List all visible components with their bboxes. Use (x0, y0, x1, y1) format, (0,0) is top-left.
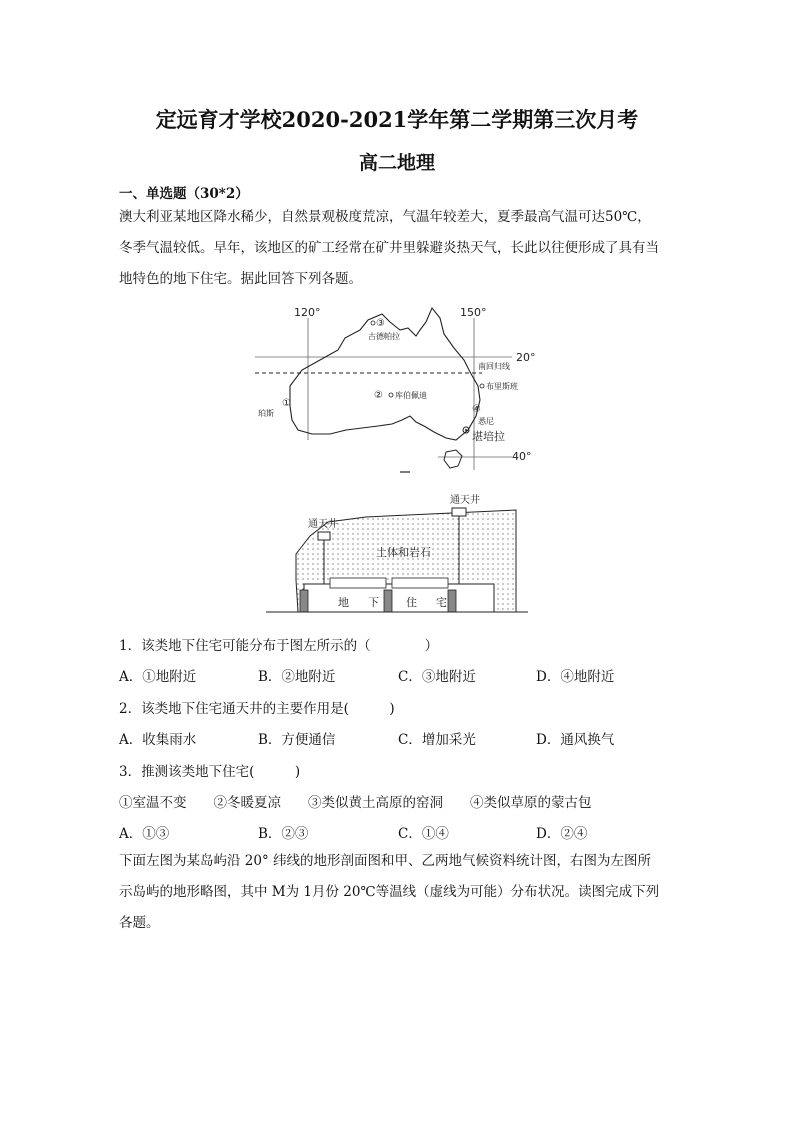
pillar (448, 590, 456, 612)
city-kubopeidi: 库伯佩迪 (395, 391, 427, 400)
underground-house-diagram (266, 492, 528, 614)
city-gudepala: 古德帕拉 (368, 332, 400, 341)
q3-option-b: B．②③ (258, 826, 309, 842)
q2-option-a: A．收集雨水 (119, 732, 197, 748)
house-char: 住 (406, 596, 417, 609)
city-canberra: 堪培拉 (472, 430, 505, 443)
question-2-stem: 2．该类地下住宅通天井的主要作用是( ) (119, 701, 395, 717)
marker-4: ④ (472, 404, 481, 415)
city-dot-brisbane (480, 384, 484, 388)
room-arch-right (392, 578, 448, 588)
city-perth: 珀斯 (258, 409, 274, 418)
tasmania-outline (444, 450, 462, 468)
page-title: 定远育才学校2020-2021学年第二学期第三次月考 (155, 107, 639, 132)
q1-option-d: D．④地附近 (536, 669, 615, 685)
q1-option-a: A．①地附近 (119, 669, 197, 685)
city-brisbane: 布里斯班 (486, 382, 518, 391)
shaft-right-cap (452, 508, 466, 516)
lat-20-label: 20° (516, 351, 536, 364)
section2-line: 各题。 (119, 915, 160, 931)
q1-option-c: C．③地附近 (398, 669, 476, 685)
pillar (384, 590, 392, 612)
question-3-statements: ①室温不变 ②冬暖夏凉 ③类似黄土高原的窑洞 ④类似草原的蒙古包 (119, 795, 592, 811)
lon-120-label: 120° (294, 306, 321, 319)
city-sydney: 悉尼 (478, 417, 494, 426)
rock-label: 土体和岩石 (376, 546, 431, 559)
question-3-stem: 3．推测该类地下住宅( ) (119, 764, 301, 780)
capital-dot (465, 429, 467, 431)
city-dot-gudepala (371, 321, 375, 325)
australia-outline (290, 308, 480, 440)
section-heading: 一、单选题（30*2） (119, 186, 249, 202)
australia-map (250, 300, 550, 475)
city-dot-kubopeidi (389, 393, 393, 397)
room-arch-left (330, 578, 386, 588)
marker-3: ③ (376, 318, 385, 329)
house-char: 地 (338, 596, 349, 609)
tropic-label: 南回归线 (478, 362, 510, 371)
intro-line: 澳大利亚某地区降水稀少，自然景观极度荒凉，气温年较差大，夏季最高气温可达50℃， (119, 209, 651, 225)
pillar (300, 590, 308, 612)
house-char: 宅 (436, 596, 447, 609)
shaft-left-label: 通天井 (308, 519, 338, 530)
q3-option-a: A．①③ (119, 826, 170, 842)
page-subtitle: 高二地理 (358, 152, 435, 174)
q3-option-d: D．②④ (536, 826, 588, 842)
q1-option-b: B．②地附近 (258, 669, 336, 685)
section2-line: 下面左图为某岛屿沿 20° 纬线的地形剖面图和甲、乙两地气候资料统计图，右图为左图所 (119, 853, 652, 869)
section2-line: 示岛屿的地形略图，其中 M为 1月份 20℃等温线（虚线为可能）分布状况。读图完成下列 (119, 884, 660, 900)
lon-150-label: 150° (460, 306, 487, 319)
section2-intro (119, 846, 679, 939)
shaft-left-cap (318, 532, 330, 540)
house-char: 下 (368, 596, 379, 609)
q2-option-d: D．通风换气 (536, 732, 615, 748)
marker-2: ② (374, 390, 383, 401)
question-1-stem: 1．该类地下住宅可能分布于图左所示的（ ） (119, 638, 439, 654)
shaft-right-label: 通天井 (450, 495, 480, 506)
intro-line: 地特色的地下住宅。据此回答下列各题。 (119, 271, 362, 287)
intro-line: 冬季气温较低。早年，该地区的矿工经常在矿井里躲避炎热天气，长此以往便形成了具有当 (119, 240, 659, 256)
marker-1: ① (282, 398, 291, 409)
q2-option-b: B．方便通信 (258, 732, 336, 748)
q3-option-c: C．①④ (398, 826, 449, 842)
intro-paragraph (119, 202, 679, 295)
lat-40-label: 40° (512, 450, 532, 463)
q2-option-c: C．增加采光 (398, 732, 476, 748)
